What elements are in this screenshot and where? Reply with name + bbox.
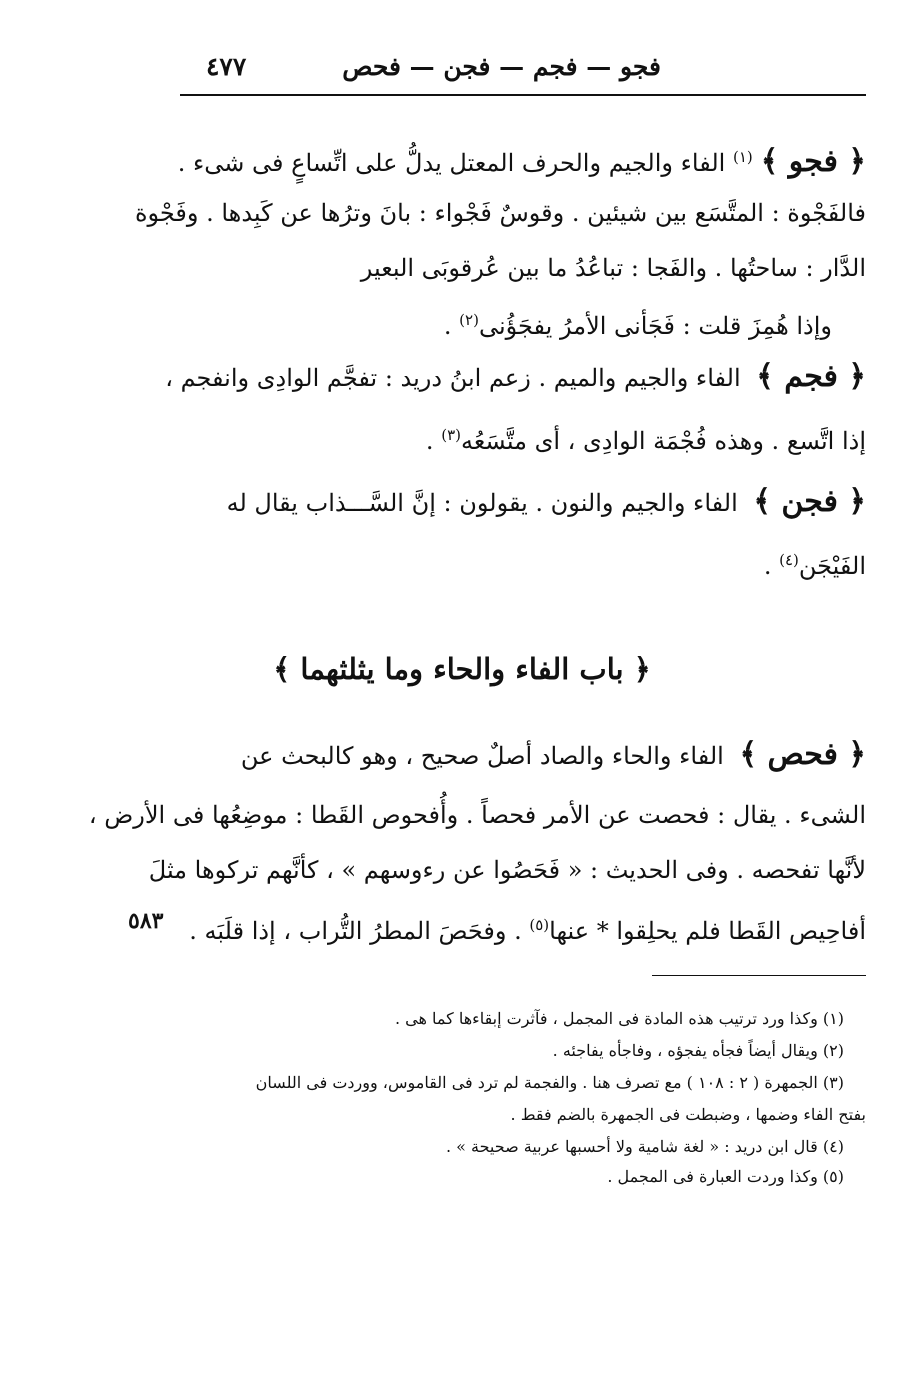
entry-fajw-line-4 xyxy=(444,305,832,341)
entry-text: وإذا هُمِزَ قلت : فَجَأنى الأمرُ يفجَؤُنى xyxy=(478,312,832,340)
footnote-2: (٢) ويقال أيضاً فجأه يفجؤه ، وفاجأه يفاجئه . xyxy=(552,1041,844,1060)
headword-fajw: ﴿ فجو ﴾ xyxy=(760,144,866,179)
headword-fahs: ﴿ فحص ﴾ xyxy=(739,737,866,772)
note-ref-2: (٢) xyxy=(459,311,479,329)
entry-text: . xyxy=(763,552,772,580)
headword-fajm: ﴿ فجم ﴾ xyxy=(756,359,866,394)
entry-text: الفَيْجَن xyxy=(798,552,866,580)
footnote-1: (١) وكذا ورد ترتيب هذه المادة فى المجمل ، فآثرت إبقاءها كما هى . xyxy=(395,1009,844,1028)
entry-fajn-line-1 xyxy=(226,484,866,519)
footnote-5: (٥) وكذا وردت العبارة فى المجمل . xyxy=(607,1167,844,1186)
page-number: ٤٧٧ xyxy=(206,52,247,81)
header-rule xyxy=(180,94,866,96)
entry-text: الفاء والحاء والصاد أصلٌ صحيح ، وهو كالبحث عن xyxy=(240,742,724,770)
note-ref-1: (١) xyxy=(732,148,753,166)
footnote-rule xyxy=(652,975,866,976)
entry-fajw-line-2 xyxy=(135,198,866,228)
entry-fajm-line-2 xyxy=(426,420,866,456)
entry-text: الفاء والجيم والنون . يقولون : إنَّ السَّـــذاب يقال له xyxy=(226,489,738,517)
note-ref-3: (٣) xyxy=(441,426,461,444)
entry-fajn-line-2 xyxy=(764,545,866,581)
note-ref-4: (٤) xyxy=(779,551,799,569)
entry-text: الدَّار : ساحتُها . والفَجا : تباعُدُ ما بين عُرقوبَى البعير xyxy=(360,254,866,282)
entry-text: الفاء والجيم والحرف المعتل يدلُّ على اتِّساعٍ فى شىء . xyxy=(177,149,726,177)
margin-number: ٥٨٣ xyxy=(128,908,164,934)
entry-text: إذا اتَّسع . وهذه فُجْمَة الوادِى ، أى متَّسَعُه xyxy=(460,427,866,455)
entry-text: . وفحَصَ المطرُ التُّراب ، إذا قلَبَه . xyxy=(189,917,522,945)
page-header xyxy=(180,52,866,94)
entry-fajw-line-3 xyxy=(361,253,866,283)
entry-fahs-line-3 xyxy=(149,855,866,885)
entry-fahs-line-2 xyxy=(89,800,866,830)
entry-text: أفاحِيص القَطا فلم يحلِقوا * عنها xyxy=(549,917,866,945)
entry-fajw-line-1 xyxy=(178,142,866,178)
entry-text: الشىء . يقال : فحصت عن الأمر فحصاً . وأُفحوص القَطا : موضِعُها فى الأرض ، xyxy=(88,801,866,829)
running-head: فجو — فجم — فجن — فحص xyxy=(342,52,661,81)
entry-text: الفاء والجيم والميم . زعم ابنُ دريد : تفجَّم الوادِى وانفجم ، xyxy=(165,364,741,392)
footnote-3-cont: بفتح الفاء وضمها ، وضبطت فى الجمهرة بالضم فقط . xyxy=(510,1105,866,1124)
entry-fajm-line-1 xyxy=(165,359,866,394)
footnote-3: (٣) الجمهرة ( ٢ : ١٠٨ ) مع تصرف هنا . والفجمة لم ترد فى القاموس، ووردت فى اللسان xyxy=(255,1073,844,1092)
headword-fajn: ﴿ فجن ﴾ xyxy=(753,484,866,519)
section-title: ﴿ باب الفاء والحاء وما يثلثهما ﴾ xyxy=(273,652,651,686)
entry-text: . xyxy=(443,312,452,340)
entry-text: لأنَّها تفحصه . وفى الحديث : « فَحَصُوا عن رءوسهم » ، كأنَّهم تركوها مثلَ xyxy=(148,856,866,884)
entry-text: . xyxy=(425,427,434,455)
entry-text: فالفَجْوة : المتَّسَع بين شيئين . وقوسٌ فَجْواء : بانَ وترُها عن كَبِدها . وفَجْوة xyxy=(134,199,866,227)
note-ref-5: (٥) xyxy=(529,916,550,934)
footnote-4: (٤) قال ابن دريد : « لغة شامية ولا أحسبها عربية صحيحة » . xyxy=(445,1137,844,1156)
entry-fahs-line-1 xyxy=(240,737,866,772)
entry-fahs-line-4 xyxy=(189,910,866,946)
